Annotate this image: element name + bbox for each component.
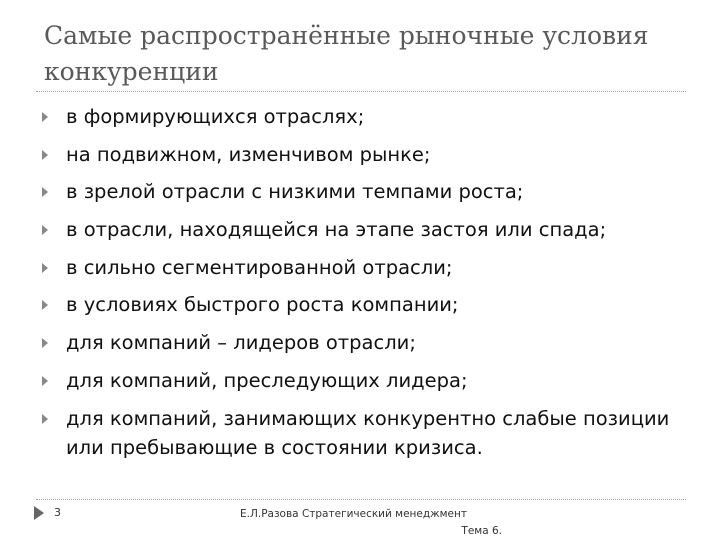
bullet-text: для компаний – лидеров отрасли; xyxy=(66,331,416,355)
bullet-item xyxy=(40,253,690,282)
triangle-right-icon xyxy=(42,187,48,197)
triangle-right-icon xyxy=(42,338,48,348)
bullet-item xyxy=(40,328,690,357)
footer-caption xyxy=(240,506,502,540)
triangle-right-icon xyxy=(42,300,48,310)
bullet-item xyxy=(40,290,690,319)
bullet-text: в условиях быстрого роста компании; xyxy=(66,293,459,317)
triangle-right-icon xyxy=(42,376,48,386)
bullet-text: в сильно сегментированной отрасли; xyxy=(66,255,453,279)
bullet-text: для компаний, занимающих конкурентно слабые позиции или пребывающие в состоянии кризиса. xyxy=(66,406,670,459)
bullet-item xyxy=(40,177,690,206)
triangle-right-icon xyxy=(42,263,48,273)
bullet-text: для компаний, преследующих лидера; xyxy=(66,368,468,392)
bullet-item xyxy=(40,215,690,244)
bullet-item xyxy=(40,366,690,395)
footer-topic: Тема 6. xyxy=(461,525,502,537)
bullet-list xyxy=(40,102,690,470)
bullet-item xyxy=(40,140,690,169)
triangle-right-icon xyxy=(42,150,48,160)
footer-author: Е.Л.Разова Стратегический менеджмент xyxy=(240,508,467,520)
triangle-right-icon xyxy=(34,506,44,520)
bullet-text: в зрелой отрасли с низкими темпами роста; xyxy=(66,180,524,204)
triangle-right-icon xyxy=(42,225,48,235)
bullet-item xyxy=(40,404,690,462)
triangle-right-icon xyxy=(42,112,48,122)
slide-title: Самые распространённые рыночные условия конкуренции xyxy=(44,21,649,86)
bullet-text: в отрасли, находящейся на этапе застоя или спада; xyxy=(66,218,607,242)
bullet-item xyxy=(40,102,690,131)
title-divider xyxy=(36,91,686,92)
triangle-right-icon xyxy=(42,414,48,424)
page-number: 3 xyxy=(54,506,61,519)
footer-divider xyxy=(36,499,686,500)
bullet-text: в формирующихся отраслях; xyxy=(66,105,365,128)
bullet-text: на подвижном, изменчивом рынке; xyxy=(66,142,431,166)
